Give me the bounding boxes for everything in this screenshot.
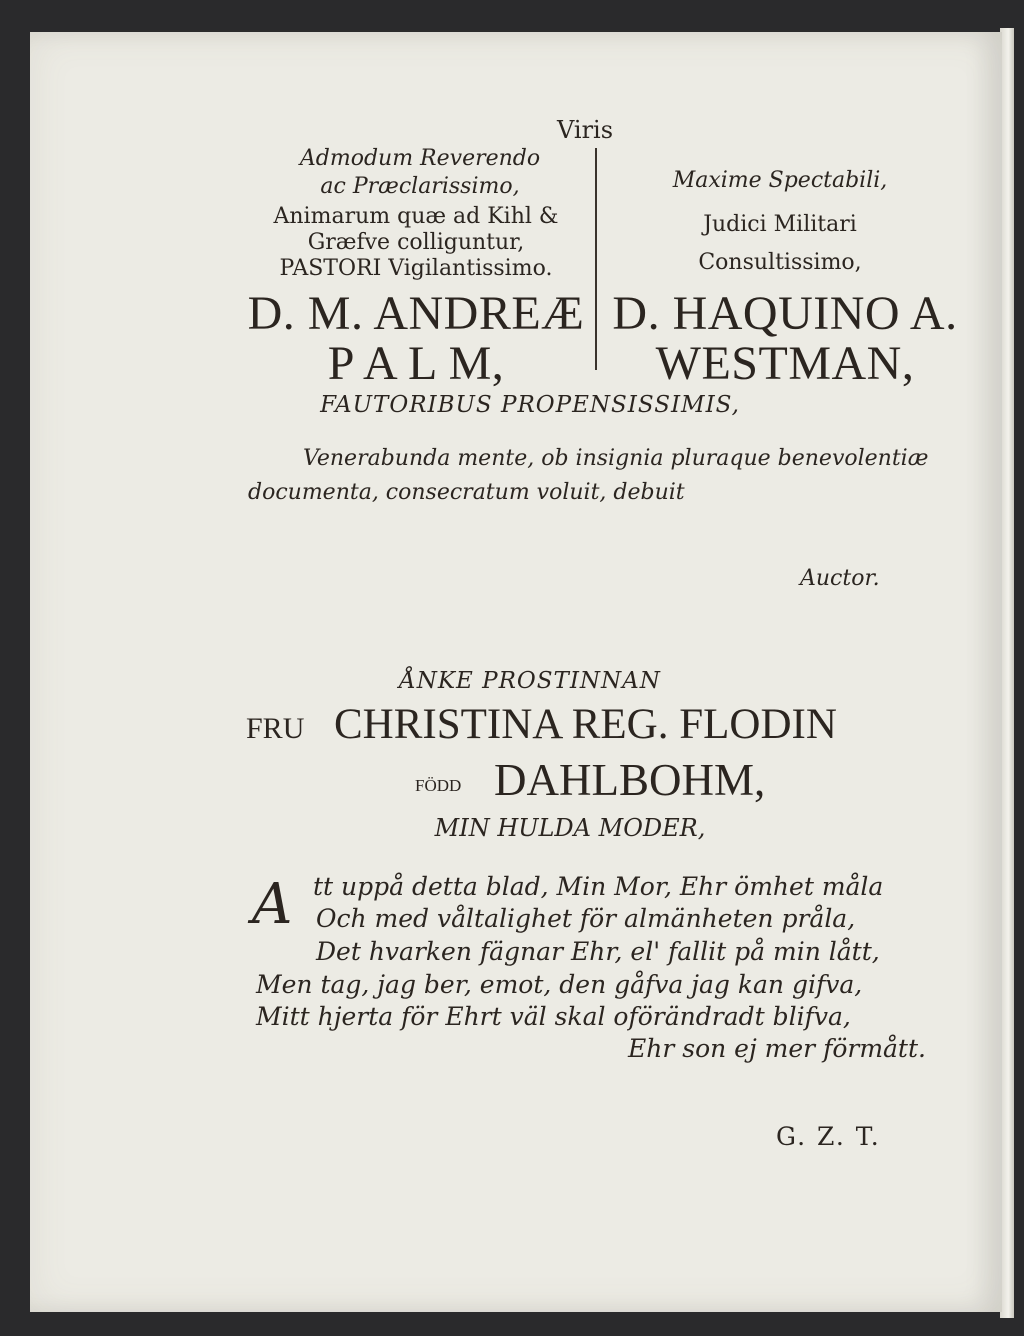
poem-line-5: Mitt hjerta för Ehrt väl skal oförändradt blifva, xyxy=(256,1002,851,1031)
left-line-4: Græfve colliguntur, xyxy=(307,230,525,255)
header-viris: Viris xyxy=(557,116,614,144)
right-name-1: D. HAQUINO A. xyxy=(612,287,958,340)
fodd-label: FÖDD xyxy=(415,776,462,795)
right-name-2: WESTMAN, xyxy=(655,337,915,390)
left-line-5: PASTORI Vigilantissimo. xyxy=(279,256,553,281)
mother-surname: DAHLBOHM, xyxy=(494,755,766,805)
poem-dropcap: A xyxy=(252,872,293,937)
poem-line-2: Och med våltalighet för almänheten pråla, xyxy=(316,904,856,933)
dedication-line-2: documenta, consecratum voluit, debuit xyxy=(248,480,685,505)
right-line-1: Maxime Spectabili, xyxy=(672,168,888,193)
right-line-3: Consultissimo, xyxy=(698,250,862,275)
dedication-line-1: Venerabunda mente, ob insignia pluraque benevolentiæ xyxy=(303,446,929,471)
left-name-1: D. M. ANDREÆ xyxy=(247,287,585,340)
poem-line-6: Ehr son ej mer förmått. xyxy=(628,1034,926,1063)
poem-line-3: Det hvarken fägnar Ehr, el' fallit på min lått, xyxy=(316,937,880,966)
poem-line-4: Men tag, jag ber, emot, den gåfva jag kan gifva, xyxy=(256,970,863,999)
column-divider xyxy=(595,148,597,370)
left-line-3: Animarum quæ ad Kihl & xyxy=(273,204,559,229)
left-name-2: P A L M, xyxy=(327,337,505,390)
page-edge xyxy=(1000,28,1014,1318)
left-line-2: ac Præclarissimo, xyxy=(320,174,520,199)
fautoribus-line: FAUTORIBUS PROPENSISSIMIS, xyxy=(320,392,740,418)
poem-line-1: tt uppå detta blad, Min Mor, Ehr ömhet måla xyxy=(313,872,884,901)
auctor-signature: Auctor. xyxy=(800,566,880,591)
mother-name: CHRISTINA REG. FLODIN xyxy=(334,701,837,748)
left-line-1: Admodum Reverendo xyxy=(299,146,541,171)
signature-initials: G. Z. T. xyxy=(776,1122,881,1151)
mother-title: ÅNKE PROSTINNAN xyxy=(399,668,661,694)
right-line-2: Judici Militari xyxy=(703,212,857,237)
fru-label: FRU xyxy=(246,712,305,745)
mother-subtitle: MIN HULDA MODER, xyxy=(434,814,706,842)
